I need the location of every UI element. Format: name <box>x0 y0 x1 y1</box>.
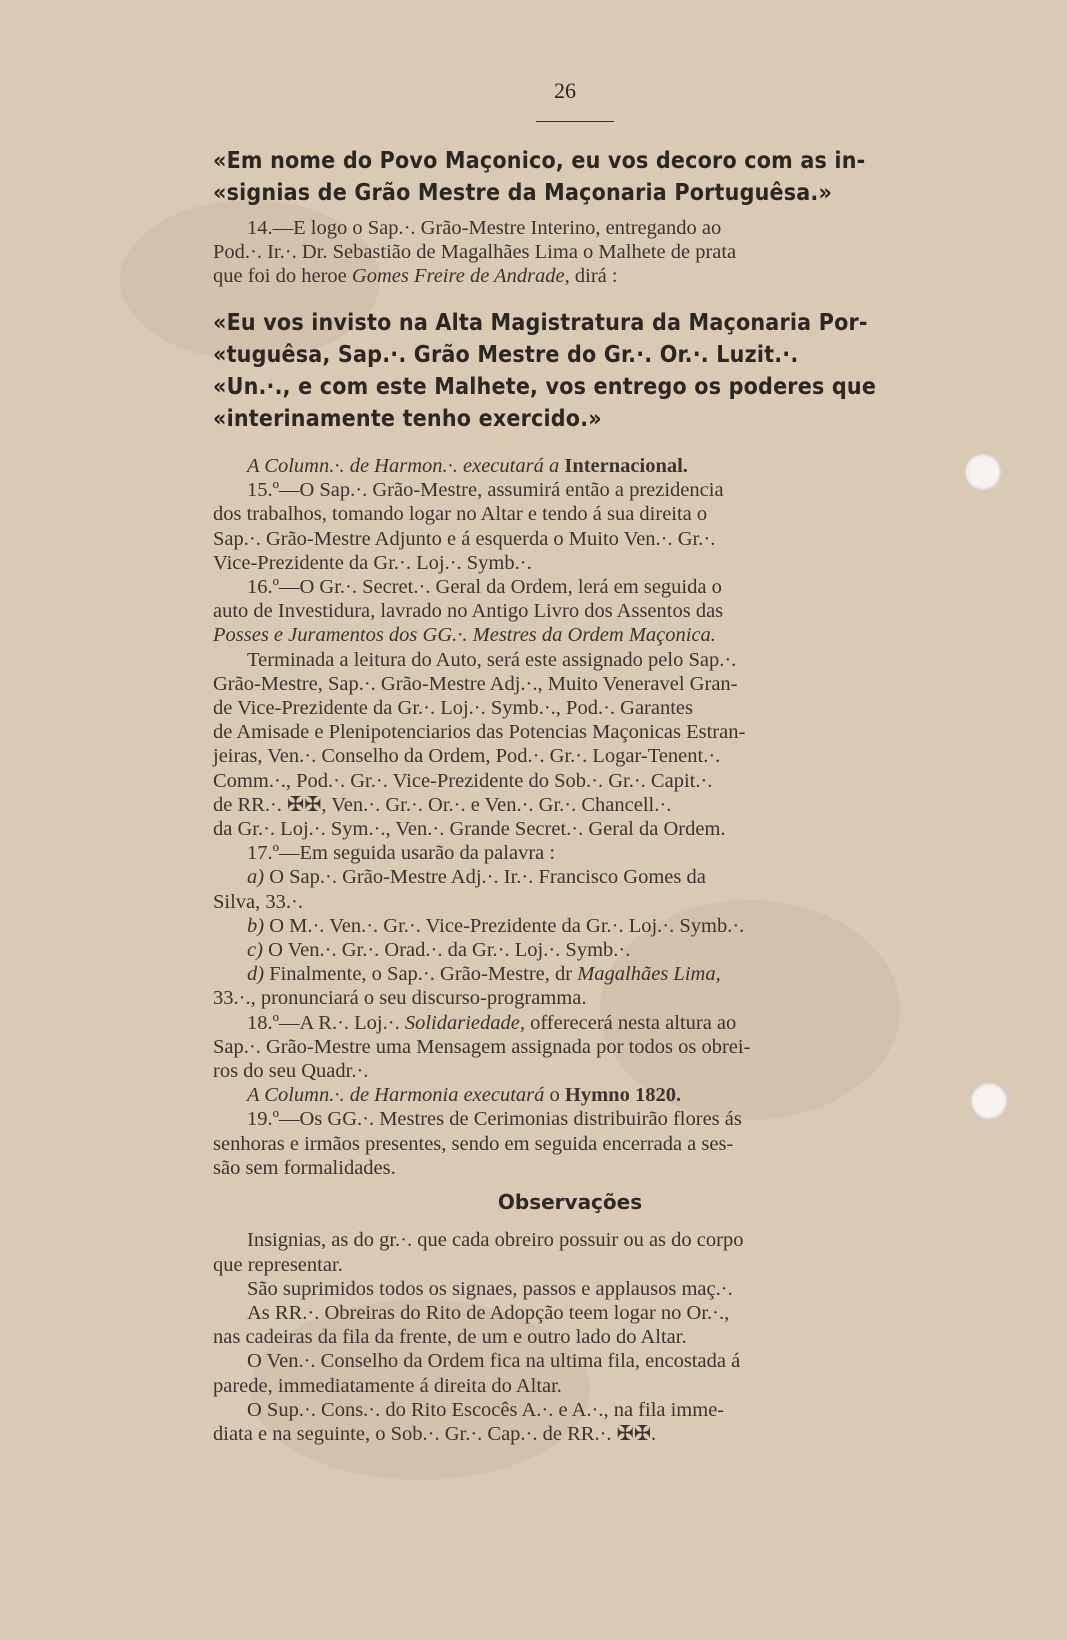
item-label: a) <box>247 866 265 889</box>
page-number: 26 <box>554 78 576 103</box>
item-text: O Ven.·. Gr.·. Orad.·. da Gr.·. Loj.·. Symb.·. <box>262 939 631 962</box>
signing-line: da Gr.·. Loj.·. Sym.·., Ven.·. Grande Secret.·. Geral da Ordem. <box>213 818 726 841</box>
signing-line: jeiras, Ven.·. Conselho da Ordem, Pod.·. Gr.·. Logar-Tenent.·. <box>213 745 721 768</box>
signing-line: Comm.·., Pod.·. Gr.·. Vice-Prezidente do Sob.·. Gr.·. Capit.·. <box>213 769 713 792</box>
music-note-2 <box>213 1083 927 1107</box>
music2-title: Hymno 1820. <box>564 1084 682 1107</box>
p18-text-end: offerecerá nesta altura ao <box>524 1011 737 1034</box>
investiture-line-1: «Eu vos invisto na Alta Magistratura da Maçonaria Por- <box>213 310 868 336</box>
p18-lodge: Solidariedade, <box>404 1011 525 1034</box>
investiture-line-3: «Un.·., e com este Malhete, vos entrego os poderes que <box>213 374 877 400</box>
music1-text: A Column.·. de Harmon.·. executará a <box>247 455 565 477</box>
item-label: b) <box>247 914 265 937</box>
obs-1-line: que representar. <box>213 1253 343 1276</box>
p18-line-2: Sap.·. Grão-Mestre uma Mensagem assignada por todos os obrei- <box>213 1035 751 1058</box>
p16-line-3: Posses e Juramentos dos GG.·. Mestres da Ordem Maçonica. <box>213 624 716 647</box>
p16-line-1: 16.º—O Gr.·. Secret.·. Geral da Ordem, lerá em seguida o <box>247 576 722 599</box>
p17-item-d-cont: 33.·., pronunciará o seu discurso-programma. <box>213 987 587 1010</box>
investiture-line-4: «interinamente tenho exercido.» <box>213 406 602 432</box>
oath-line-1: «Em nome do Povo Maçonico, eu vos decoro com as in- <box>213 148 866 174</box>
p17-item-a <box>213 865 927 889</box>
obs-4-line: parede, immediatamente á direita do Altar. <box>213 1374 562 1397</box>
investiture-block <box>213 307 927 435</box>
obs-4-line: O Ven.·. Conselho da Ordem fica na ultima fila, encostada á <box>247 1350 741 1373</box>
paragraph-14 <box>213 216 927 289</box>
signing-line: de Amisade e Plenipotenciarios das Potencias Maçonicas Estran- <box>213 721 746 744</box>
item-text: O Sap.·. Grão-Mestre Adj.·. Ir.·. Francisco Gomes da <box>264 866 706 889</box>
signing-line: de RR.·. ✠✠, Ven.·. Gr.·. Or.·. e Ven.·. Gr.·. Chancell.·. <box>213 793 672 816</box>
p15-line: 15.º—O Sap.·. Grão-Mestre, assumirá então a prezidencia <box>247 479 724 502</box>
p14-line-2: Pod.·. Ir.·. Dr. Sebastião de Magalhães Lima o Malhete de prata <box>213 241 737 264</box>
p19-line: senhoras e irmãos presentes, sendo em seguida encerrada a ses- <box>213 1132 734 1155</box>
punch-hole <box>970 1082 1008 1120</box>
item-text: O M.·. Ven.·. Gr.·. Vice-Prezidente da Gr.·. Loj.·. Symb.·. <box>264 914 745 937</box>
item-text: Finalmente, o Sap.·. Grão-Mestre, dr <box>264 963 578 986</box>
observations-heading: Observações <box>497 1190 643 1215</box>
p15-line: Vice-Prezidente da Gr.·. Loj.·. Symb.·. <box>213 551 532 574</box>
music2-text: A Column.·. de Harmonia executará <box>247 1084 550 1107</box>
p17-item-b <box>213 914 927 938</box>
item-label: d) <box>247 963 265 986</box>
music-note-1 <box>213 454 927 478</box>
p16-line-2: auto de Investidura, lavrado no Antigo Livro dos Assentos das <box>213 600 724 623</box>
p19-line: são sem formalidades. <box>213 1156 396 1179</box>
music2-article: o <box>549 1084 565 1107</box>
main-body <box>213 454 927 1446</box>
signing-line: Grão-Mestre, Sap.·. Grão-Mestre Adj.·., Muito Veneravel Gran- <box>213 672 738 695</box>
obs-5-line: diata e na seguinte, o Sob.·. Gr.·. Cap.·. de RR.·. ✠✠. <box>213 1422 657 1445</box>
p15-line: Sap.·. Grão-Mestre Adjunto e á esquerda o Muito Ven.·. Gr.·. <box>213 527 716 550</box>
p18-line-1 <box>213 1011 927 1035</box>
p19-line: 19.º—Os GG.·. Mestres de Cerimonias distribuirão flores ás <box>247 1108 742 1131</box>
oath-line-2: «signias de Grão Mestre da Maçonaria Portuguêsa.» <box>213 180 833 206</box>
signing-line: Terminada a leitura do Auto, será este assignado pelo Sap.·. <box>247 648 737 671</box>
p15-line: dos trabalhos, tomando logar no Altar e tendo á sua direita o <box>213 503 708 526</box>
obs-1-line: Insignias, as do gr.·. que cada obreiro possuir ou as do corpo <box>247 1229 744 1252</box>
p17-item-d <box>213 962 927 986</box>
obs-5-line: O Sup.·. Cons.·. do Rito Escocês A.·. e A.·., na fila imme- <box>247 1398 725 1421</box>
oath-block <box>213 145 927 209</box>
p14-line-3 <box>213 264 927 288</box>
investiture-line-2: «tuguêsa, Sap.·. Grão Mestre do Gr.·. Or.·. Luzit.·. <box>213 342 799 368</box>
obs-3-line: nas cadeiras da fila da frente, de um e outro lado do Altar. <box>213 1326 687 1349</box>
item-name: Magalhães Lima, <box>577 963 721 986</box>
item-label: c) <box>247 939 263 962</box>
p14-line-1: 14.—E logo o Sap.·. Grão-Mestre Interino, entregando ao <box>247 217 722 239</box>
p18-line-3: ros do seu Quadr.·. <box>213 1060 369 1083</box>
p14-text: que foi do heroe <box>213 265 352 288</box>
header-rule <box>536 121 614 122</box>
obs-2-line: São suprimidos todos os signaes, passos e applausos maç.·. <box>247 1277 733 1300</box>
p17-intro: 17.º—Em seguida usarão da palavra : <box>247 842 556 865</box>
p17-item-a-cont: Silva, 33.·. <box>213 890 303 913</box>
obs-3-line: As RR.·. Obreiras do Rito de Adopção teem logar no Or.·., <box>247 1301 730 1324</box>
p14-name: Gomes Freire de Andrade, <box>351 265 570 288</box>
p17-item-c <box>213 938 927 962</box>
p18-text: 18.º—A R.·. Loj.·. <box>247 1011 405 1034</box>
p14-text-end: dirá : <box>569 265 618 288</box>
punch-hole <box>964 453 1002 491</box>
music1-title: Internacional. <box>564 455 688 477</box>
signing-line: de Vice-Prezidente da Gr.·. Loj.·. Symb.·., Pod.·. Garantes <box>213 697 694 720</box>
